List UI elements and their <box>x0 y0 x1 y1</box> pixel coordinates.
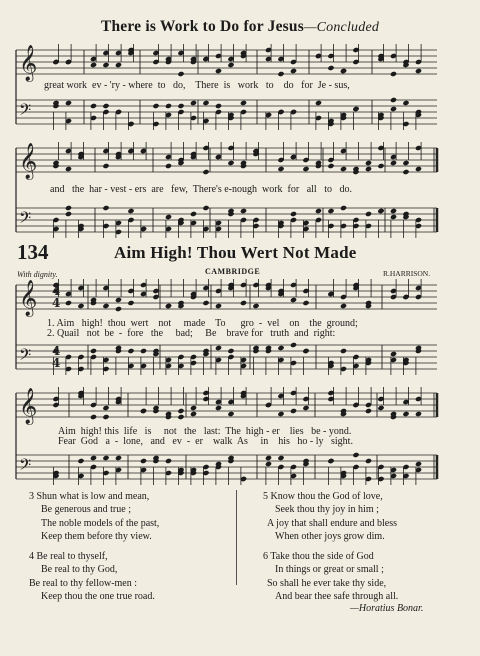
verse-line: Be generous and true ; <box>41 504 131 516</box>
treble-clef: 𝄞 <box>19 143 38 179</box>
treble-clef: 𝄞 <box>19 388 38 424</box>
notehead <box>302 166 309 172</box>
notehead <box>240 300 247 306</box>
notehead <box>365 408 372 414</box>
notehead <box>377 163 384 169</box>
notehead <box>215 103 222 109</box>
notehead <box>202 205 209 211</box>
verse-spacer <box>29 543 159 550</box>
notehead <box>277 345 284 351</box>
notehead <box>277 166 284 172</box>
time-signature-digit: 4 <box>52 284 61 298</box>
notehead <box>90 455 97 461</box>
verse-line: 4 Be real to thyself, <box>29 551 108 563</box>
notehead <box>190 100 197 106</box>
verse-line: The noble models of the past, <box>41 517 160 529</box>
verse-line: And bear thee safe through all. <box>275 591 399 603</box>
notehead <box>165 458 172 464</box>
notehead <box>327 65 334 71</box>
notehead <box>402 160 409 166</box>
notehead <box>252 303 259 309</box>
notehead <box>102 103 109 109</box>
verse-line: When other joys grow dim. <box>275 530 385 542</box>
notehead <box>215 68 222 74</box>
verse-line: So shall he ever take thy side, <box>267 577 387 589</box>
time-signature-digit: 4 <box>52 356 61 370</box>
verses-right <box>263 490 398 603</box>
notehead <box>390 160 397 166</box>
notehead <box>165 103 172 109</box>
notehead <box>227 411 234 417</box>
verse-line: In things or great or small ; <box>275 564 384 576</box>
notehead <box>102 303 109 309</box>
notehead <box>365 458 372 464</box>
notehead <box>265 455 272 461</box>
notehead <box>65 166 72 172</box>
notehead <box>90 62 97 68</box>
hymn-title: Aim High! Thou Wert Not Made <box>114 243 357 262</box>
notehead <box>365 211 372 217</box>
notehead <box>127 300 134 306</box>
notehead <box>127 208 134 214</box>
verses-left <box>29 490 159 603</box>
notehead <box>340 205 347 211</box>
notehead <box>177 414 184 420</box>
notehead <box>340 303 347 309</box>
verse-line: Be real to thy God, <box>41 564 118 576</box>
tempo-marking: With dignity. <box>17 270 58 279</box>
verse-line: Be real to thy fellow-men : <box>29 577 138 589</box>
notehead <box>340 348 347 354</box>
notehead <box>315 208 322 214</box>
notehead <box>165 163 172 169</box>
notehead <box>390 214 397 220</box>
notehead <box>140 458 147 464</box>
notehead <box>102 62 109 68</box>
notehead <box>290 408 297 414</box>
verse-spacer <box>263 543 398 550</box>
treble-clef: 𝄞 <box>19 280 38 316</box>
verse-line: Keep them before thy view. <box>41 530 152 542</box>
notehead <box>102 405 109 411</box>
notehead <box>240 208 247 214</box>
bass-clef: 𝄢 <box>19 100 32 123</box>
notehead <box>415 411 422 417</box>
lyrics-v2-line1: 2. Quail not be - fore the bad; Be brave for truth and right: <box>47 328 336 339</box>
notehead <box>177 71 184 77</box>
notehead <box>90 103 97 109</box>
notehead <box>65 211 72 217</box>
notehead <box>277 71 284 77</box>
notehead <box>290 68 297 74</box>
lyrics-prev-line2: and the har - vest - ers are few, There's e-nough work for all to do. <box>50 184 352 195</box>
notehead <box>227 160 234 166</box>
time-signature-digit: 4 <box>52 344 61 358</box>
verse-line: Seek thou thy joy in him ; <box>275 504 379 516</box>
notehead <box>365 166 372 172</box>
notehead <box>190 405 197 411</box>
notehead <box>415 166 422 172</box>
notehead <box>65 205 72 211</box>
notehead <box>90 348 97 354</box>
notehead <box>352 452 359 458</box>
notehead <box>190 211 197 217</box>
notehead <box>377 405 384 411</box>
notehead <box>102 414 109 420</box>
hymn-number: 134 <box>17 240 49 264</box>
notehead <box>240 100 247 106</box>
notehead <box>202 300 209 306</box>
notehead <box>227 62 234 68</box>
notehead <box>327 163 334 169</box>
notehead <box>327 208 334 214</box>
notehead <box>340 68 347 74</box>
notehead <box>277 455 284 461</box>
notehead <box>365 160 372 166</box>
notehead <box>102 455 109 461</box>
notehead <box>227 348 234 354</box>
notehead <box>127 348 134 354</box>
notehead <box>315 100 322 106</box>
tune-name: CAMBRIDGE <box>205 267 261 276</box>
notehead <box>390 106 397 112</box>
notehead <box>390 71 397 77</box>
notehead <box>290 297 297 303</box>
notehead <box>190 411 197 417</box>
lyrics-prev-line1: great work ev - 'ry - where to do, There is work to do for Je - sus, <box>44 80 350 91</box>
notehead <box>265 461 272 467</box>
notehead <box>102 205 109 211</box>
previous-hymn-title-suffix: —Concluded <box>303 20 380 35</box>
notehead <box>115 306 122 312</box>
notehead <box>215 405 222 411</box>
notehead <box>90 414 97 420</box>
verse-line: Keep thou the one true road. <box>41 591 155 603</box>
notehead <box>102 163 109 169</box>
notehead <box>340 166 347 172</box>
hymn-author: —Horatius Bonar. <box>350 603 424 614</box>
notehead <box>152 103 159 109</box>
notehead <box>415 68 422 74</box>
bass-clef: 𝄢 <box>19 208 32 231</box>
notehead <box>202 100 209 106</box>
notehead <box>415 461 422 467</box>
bass-clef: 𝄢 <box>19 345 32 368</box>
bass-clef: 𝄢 <box>19 455 32 478</box>
notehead <box>177 103 184 109</box>
notehead <box>390 97 397 103</box>
notehead <box>77 458 84 464</box>
notehead <box>177 408 184 414</box>
treble-clef: 𝄞 <box>19 45 38 81</box>
notehead <box>352 106 359 112</box>
notehead <box>302 348 309 354</box>
notehead <box>402 411 409 417</box>
notehead <box>77 303 84 309</box>
notehead <box>402 100 409 106</box>
notehead <box>115 297 122 303</box>
notehead <box>202 169 209 175</box>
verse-line: 5 Know thou the God of love, <box>263 491 383 502</box>
notehead <box>215 303 222 309</box>
notehead <box>302 405 309 411</box>
previous-hymn-title-text: There is Work to Do for Jesus <box>100 18 304 35</box>
notehead <box>140 408 147 414</box>
verse-line: A joy that shall endure and bless <box>267 517 397 529</box>
notehead <box>65 100 72 106</box>
time-signature-digit: 4 <box>52 296 61 310</box>
notehead <box>402 169 409 175</box>
notehead <box>290 211 297 217</box>
verse-line: 6 Take thou the side of God <box>263 551 374 563</box>
lyrics-v1-line1: 1. Aim high! thou wert not made To gro - vel on the ground; <box>47 318 358 329</box>
notehead <box>290 342 297 348</box>
notehead <box>390 351 397 357</box>
notehead <box>115 62 122 68</box>
verse-line: 3 Shun what is low and mean, <box>29 491 150 502</box>
column-divider <box>236 490 237 585</box>
notehead <box>65 300 72 306</box>
notehead <box>277 411 284 417</box>
notehead <box>140 348 147 354</box>
notehead <box>302 300 309 306</box>
lyrics-v1-line2: Aim high! this life is not the last: The high - er lies be - yond. <box>58 426 352 437</box>
notehead <box>215 345 222 351</box>
composer-name: R.HARRISON. <box>383 269 431 278</box>
notehead <box>165 214 172 220</box>
notehead <box>390 208 397 214</box>
lyrics-v2-line2: Fear God a - lone, and ev - er walk As in his ho - ly sight. <box>58 436 353 447</box>
notehead <box>165 303 172 309</box>
notehead <box>115 455 122 461</box>
notehead <box>377 208 384 214</box>
notehead <box>327 458 334 464</box>
